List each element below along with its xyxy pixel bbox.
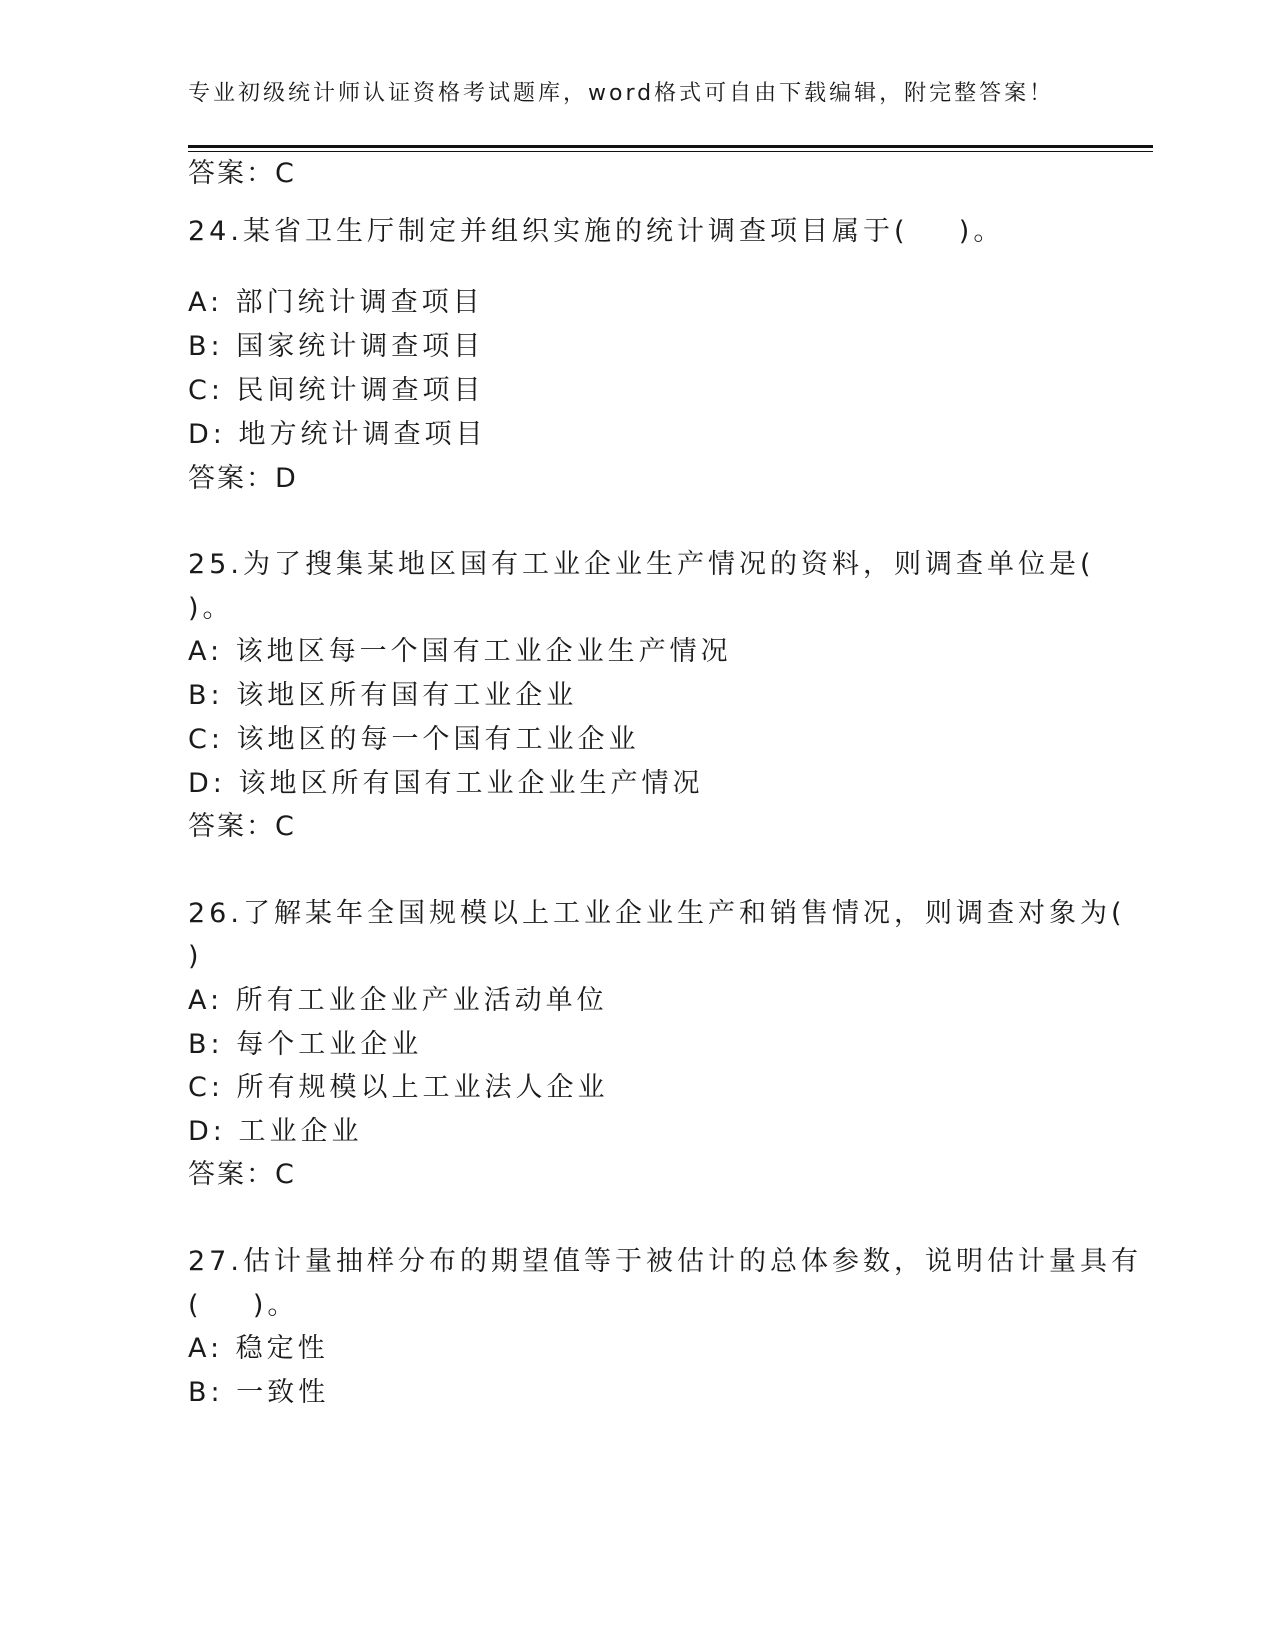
q25-option-b: B: 该地区所有国有工业企业 <box>188 680 578 711</box>
q26-option-a: A: 所有工业企业产业活动单位 <box>188 985 608 1016</box>
q27-option-b: B: 一致性 <box>188 1377 330 1408</box>
q24-option-d: D: 地方统计调查项目 <box>188 419 487 450</box>
question-27: 27.估计量抽样分布的期望值等于被估计的总体参数，说明估计量具有 <box>188 1246 1142 1277</box>
header-text: 专业初级统计师认证资格考试题库，word格式可自由下载编辑，附完整答案！ <box>188 81 1055 106</box>
answer-26: 答案：C <box>188 1159 296 1190</box>
q26-option-c: C: 所有规模以上工业法人企业 <box>188 1072 609 1103</box>
q26-option-d: D: 工业企业 <box>188 1116 363 1147</box>
question-26-cont: ) <box>188 941 203 972</box>
question-24: 24.某省卫生厅制定并组织实施的统计调查项目属于( )。 <box>188 216 1005 247</box>
q24-option-b: B: 国家统计调查项目 <box>188 331 485 362</box>
question-26: 26.了解某年全国规模以上工业企业生产和销售情况，则调查对象为( <box>188 898 1126 929</box>
header-rule-thin <box>188 151 1153 152</box>
q27-option-a: A: 稳定性 <box>188 1333 329 1364</box>
q24-option-a: A: 部门统计调查项目 <box>188 287 484 318</box>
q25-option-a: A: 该地区每一个国有工业企业生产情况 <box>188 636 732 667</box>
answer-25: 答案：C <box>188 811 296 842</box>
question-25-cont: )。 <box>188 593 234 624</box>
q24-option-c: C: 民间统计调查项目 <box>188 375 485 406</box>
q25-option-c: C: 该地区的每一个国有工业企业 <box>188 724 640 755</box>
question-27-cont: ( )。 <box>188 1290 299 1321</box>
question-25: 25.为了搜集某地区国有工业企业生产情况的资料，则调查单位是( <box>188 549 1095 580</box>
answer-23: 答案：C <box>188 158 296 189</box>
q26-option-b: B: 每个工业企业 <box>188 1029 423 1060</box>
header-rule-thick <box>188 145 1153 148</box>
answer-24: 答案：D <box>188 463 298 494</box>
q25-option-d: D: 该地区所有国有工业企业生产情况 <box>188 768 704 799</box>
